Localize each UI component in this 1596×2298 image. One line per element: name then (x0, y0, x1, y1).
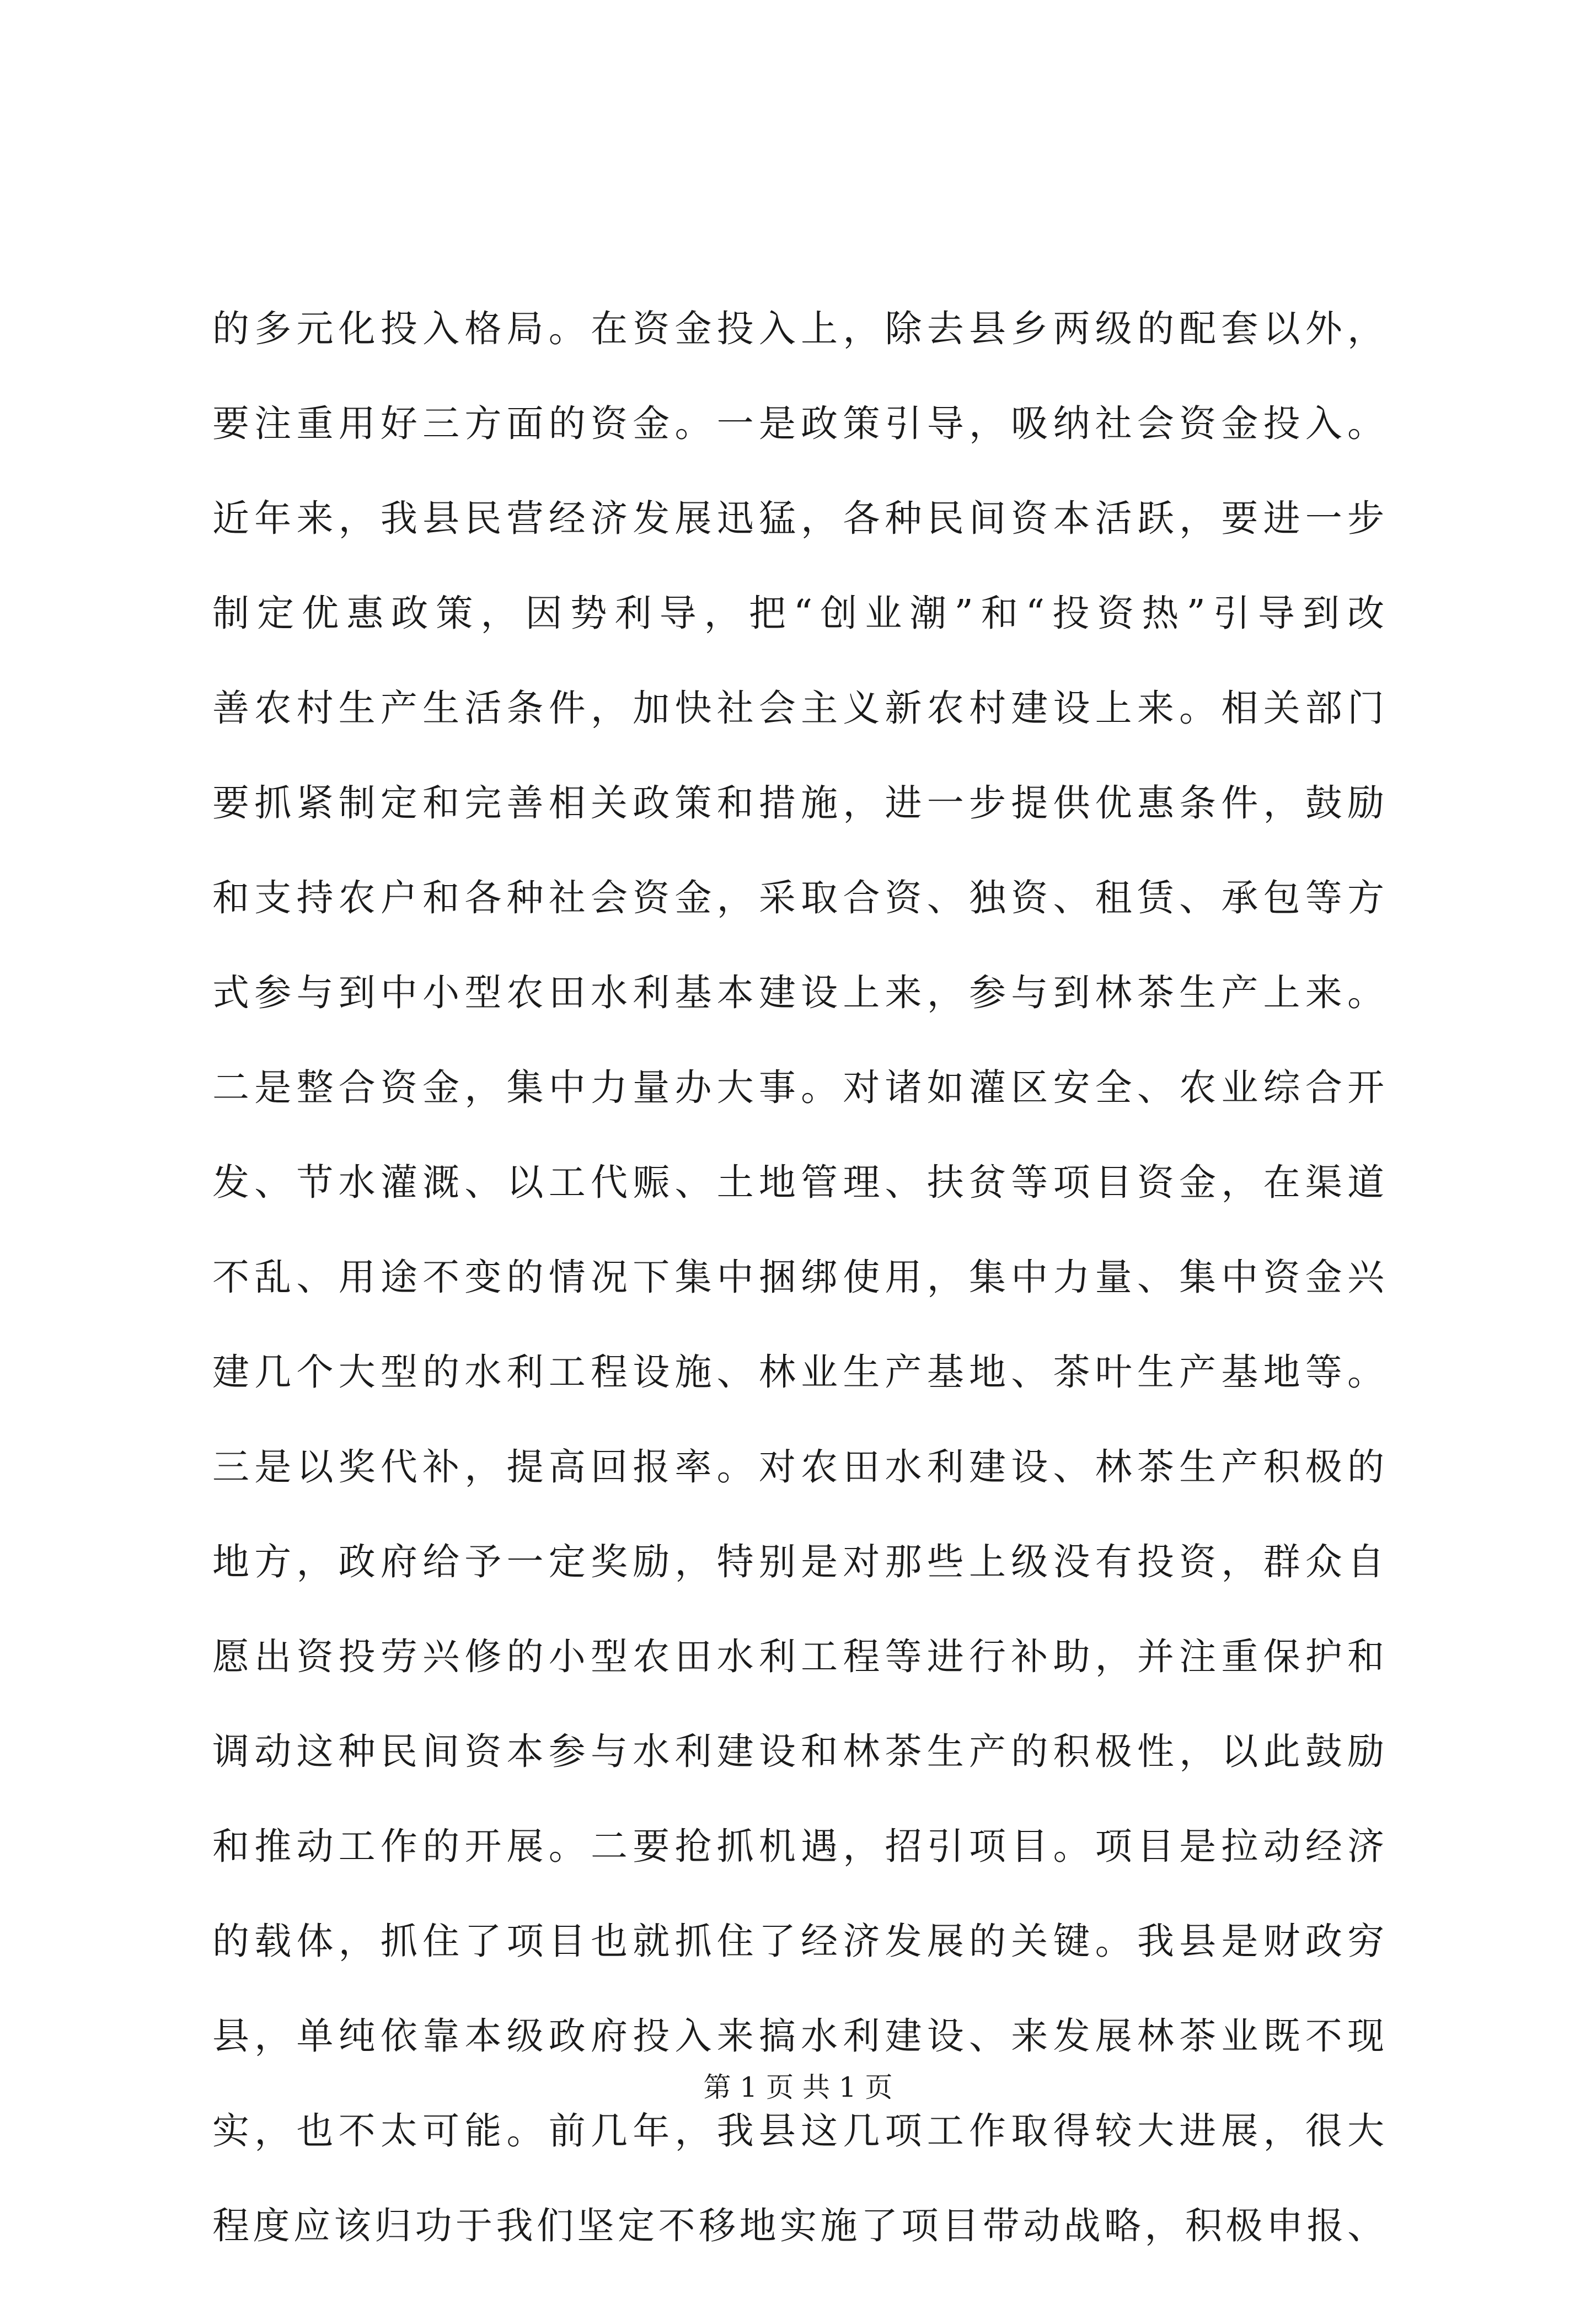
text-line: 制定优惠政策，因势利导，把“创业潮”和“投资热”引导到改 (212, 592, 1384, 635)
text-line: 要抓紧制定和完善相关政策和措施，进一步提供优惠条件，鼓励 (212, 781, 1384, 824)
page-footer: 第 1 页 共 1 页 (703, 2071, 893, 2103)
text-line: 和支持农户和各种社会资金，采取合资、独资、租赁、承包等方 (212, 876, 1384, 919)
text-line: 程度应该归功于我们坚定不移地实施了项目带动战略，积极申报、 (212, 2204, 1384, 2247)
text-line: 发、节水灌溉、以工代赈、土地管理、扶贫等项目资金，在渠道 (212, 1161, 1384, 1204)
text-line: 愿出资投劳兴修的小型农田水利工程等进行补助，并注重保护和 (212, 1635, 1384, 1678)
text-line: 二是整合资金，集中力量办大事。对诸如灌区安全、农业综合开 (212, 1066, 1384, 1109)
text-line: 地方，政府给予一定奖励，特别是对那些上级没有投资，群众自 (212, 1540, 1384, 1583)
text-line: 建几个大型的水利工程设施、林业生产基地、茶叶生产基地等。 (212, 1351, 1384, 1394)
body-text (212, 306, 1384, 2298)
text-line: 要注重用好三方面的资金。一是政策引导，吸纳社会资金投入。 (212, 402, 1384, 445)
text-line: 的多元化投入格局。在资金投入上，除去县乡两级的配套以外， (212, 307, 1384, 350)
text-line: 调动这种民间资本参与水利建设和林茶生产的积极性，以此鼓励 (212, 1730, 1384, 1773)
text-line: 不乱、用途不变的情况下集中捆绑使用，集中力量、集中资金兴 (212, 1256, 1384, 1299)
text-line: 实，也不太可能。前几年，我县这几项工作取得较大进展，很大 (212, 2109, 1384, 2152)
text-line: 县，单纯依靠本级政府投入来搞水利建设、来发展林茶业既不现 (212, 2015, 1384, 2058)
text-line: 近年来，我县民营经济发展迅猛，各种民间资本活跃，要进一步 (212, 497, 1384, 540)
text-line: 三是以奖代补，提高回报率。对农田水利建设、林茶生产积极的 (212, 1445, 1384, 1488)
text-line: 式参与到中小型农田水利基本建设上来，参与到林茶生产上来。 (212, 971, 1384, 1014)
text-line: 的载体，抓住了项目也就抓住了经济发展的关键。我县是财政穷 (212, 1920, 1384, 1963)
text-line: 和推动工作的开展。二要抢抓机遇，招引项目。项目是拉动经济 (212, 1825, 1384, 1868)
text-line: 善农村生产生活条件，加快社会主义新农村建设上来。相关部门 (212, 687, 1384, 730)
